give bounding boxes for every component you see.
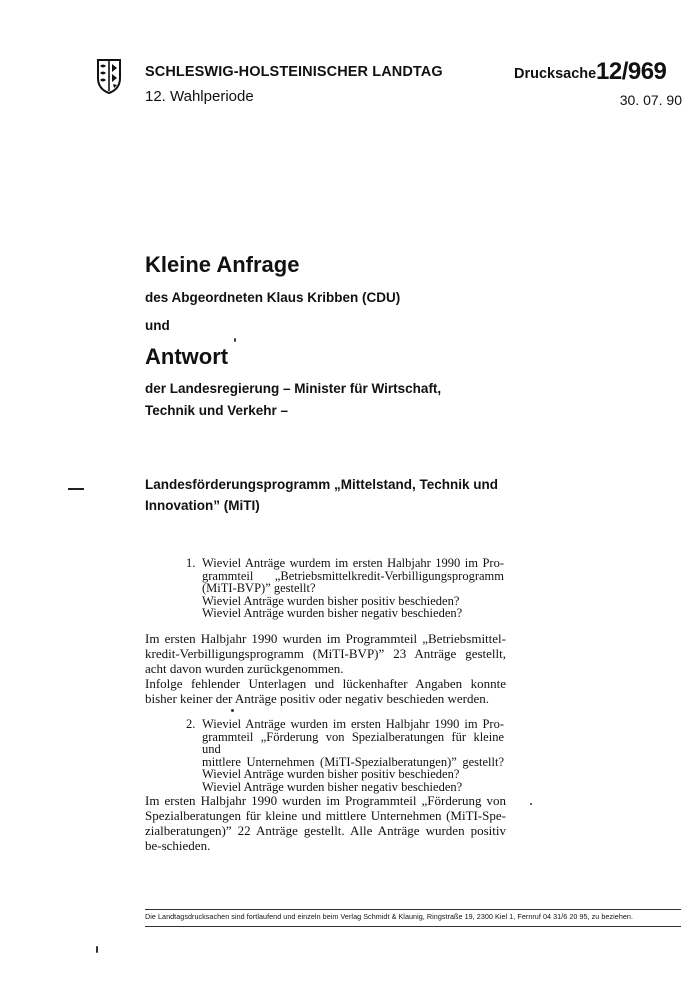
footer-rule-bottom	[145, 926, 681, 927]
drucksache-label: Drucksache	[514, 66, 597, 82]
question-number: 2.	[186, 717, 196, 731]
stray-mark	[96, 946, 98, 953]
parliament-name: SCHLESWIG-HOLSTEINISCHER LANDTAG	[145, 64, 443, 80]
government-line-1: der Landesregierung – Minister für Wirtschaft,	[145, 381, 442, 396]
coat-of-arms-icon	[96, 58, 122, 94]
election-period: 12. Wahlperiode	[145, 88, 254, 105]
margin-dash	[68, 488, 84, 490]
question-1	[186, 557, 504, 620]
question-line: Wieviel Anträge wurdem im ersten Halbjahr 1990 im Pro-	[202, 556, 504, 570]
question-line: Wieviel Anträge wurden bisher negativ beschieden?	[202, 779, 463, 794]
question-line: (MiTI-BVP)” gestellt?	[202, 581, 316, 595]
subject-line-2: Innovation” (MiTI)	[145, 498, 260, 513]
answer-1-paragraph-1: Im ersten Halbjahr 1990 wurden im Programmteil „Betriebsmittel-kredit-Verbilligungsprogramm (MiTI-BVP)” 23 Anträge gestellt, acht davon wurden zurückgenommen.	[145, 631, 506, 676]
question-line: Wieviel Anträge wurden bisher positiv beschieden?	[202, 593, 460, 608]
heading-kleine-anfrage: Kleine Anfrage	[145, 252, 300, 277]
footer-rule-top	[145, 909, 681, 910]
question-line: Wieviel Anträge wurden im ersten Halbjahr 1990 im Pro-	[202, 717, 504, 731]
question-line: mittlere Unternehmen (MiTI-Spezialberatungen)” gestellt?	[202, 754, 504, 769]
question-2	[186, 718, 504, 793]
document-date: 30. 07. 90	[619, 92, 682, 108]
question-number: 1.	[186, 556, 196, 570]
heading-antwort: Antwort	[145, 344, 229, 369]
question-line: grammteil „Förderung von Spezialberatungen für kleine und	[202, 729, 504, 756]
author-line: des Abgeordneten Klaus Kribben (CDU)	[145, 290, 401, 305]
drucksache-number: 12/969	[596, 58, 667, 85]
stray-mark	[530, 803, 532, 805]
question-line: Wieviel Anträge wurden bisher positiv beschieden?	[202, 767, 460, 781]
question-line: Wieviel Anträge wurden bisher negativ beschieden?	[202, 606, 463, 620]
answer-1-paragraph-2: Infolge fehlender Unterlagen und lückenhafter Angaben konnte bisher keiner der Anträge positiv oder negativ beschieden werden.	[145, 676, 506, 706]
stray-mark	[234, 338, 236, 342]
question-line: grammteil „Betriebsmittelkredit-Verbilligungsprogramm	[202, 568, 504, 583]
subject-line-1: Landesförderungsprogramm „Mittelstand, Technik und	[145, 477, 499, 492]
und-line: und	[145, 318, 170, 333]
government-line-2: Technik und Verkehr –	[145, 403, 289, 418]
answer-2-paragraph: Im ersten Halbjahr 1990 wurden im Programmteil „Förderung von Spezialberatungen für kleine und mittlere Unternehmen (MiTI-Spe-zialberatungen)” 22 Anträge gestellt. Alle Anträge wurden positiv be-schieden.	[145, 793, 506, 853]
stray-mark	[231, 709, 234, 712]
footer-note: Die Landtagsdrucksachen sind fortlaufend und einzeln beim Verlag Schmidt & Klaunig, Ringstraße 19, 2300 Kiel 1, Fernruf 04 31/6 20 95, zu beziehen.	[145, 912, 634, 921]
